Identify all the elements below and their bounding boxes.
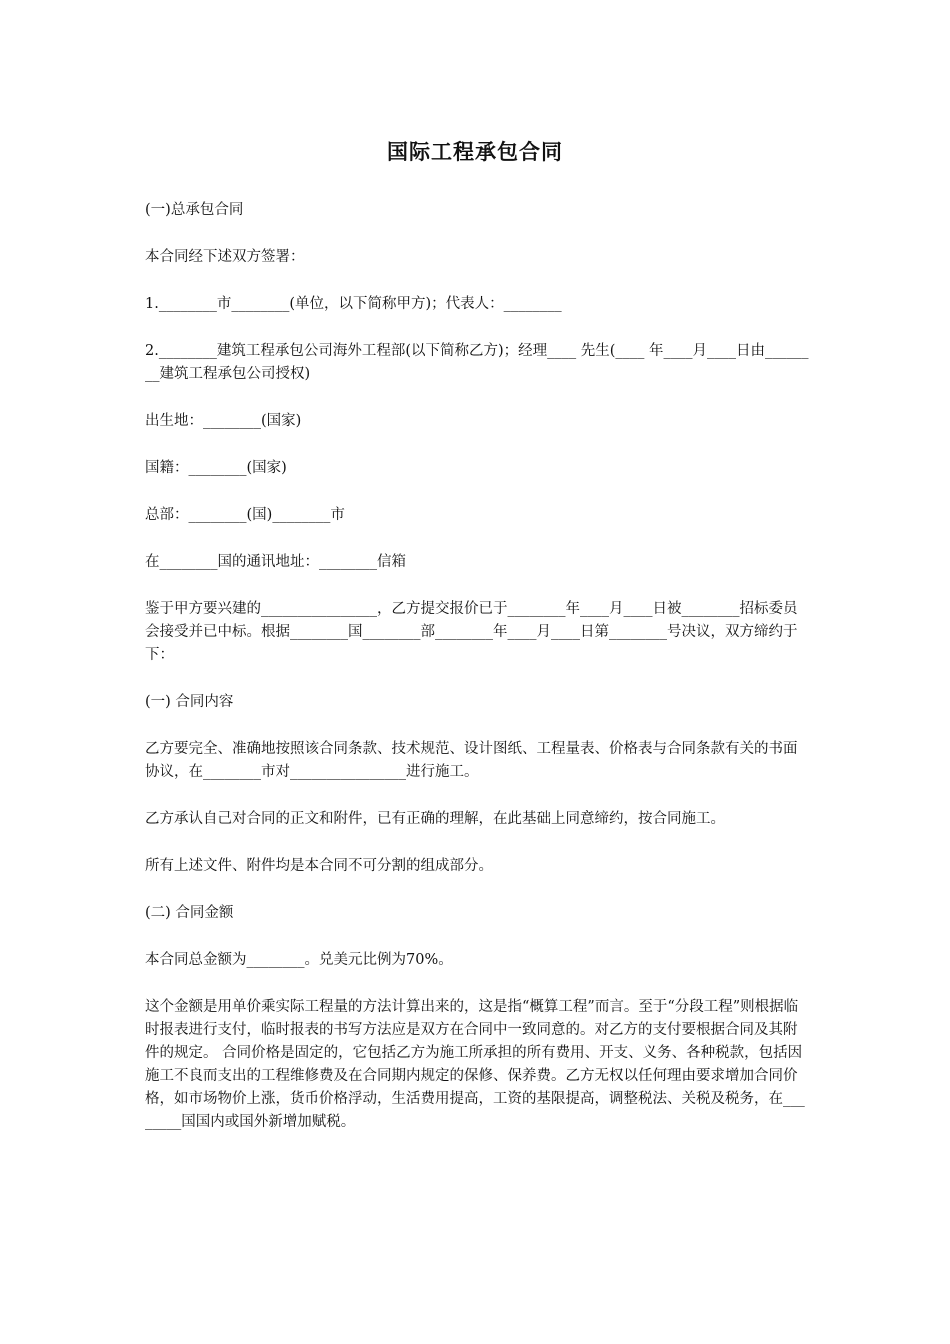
paragraph-amount-details: 这个金额是用单价乘实际工程量的方法计算出来的，这是指“概算工程”而言。至于“分段工程”则根据临时报表进行支付，临时报表的书写方法应是双方在合同中一致同意的。对乙方的支付要根据合同及其附件的规定。 合同价格是固定的，它包括乙方为施工所承担的所有费用、开支、义务、各种税款，包括因施工不良而支出的工程维修费及在合同期内规定的保修、保养费。乙方无权以任何理由要求增加合同价格，如市场物价上涨，货币价格浮动，生活费用提高，工资的基限提高，调整税法、关税及税务，在________国国内或国外新增加赋税。 [145,999,805,1130]
paragraph-content-obligation: 乙方要完全、准确地按照该合同条款、技术规范、设计图纸、工程量表、价格表与合同条款有关的书面协议，在________市对________________进行施工。 [145,741,798,780]
paragraph-amount-total: 本合同总金额为________。兑美元比例为70%。 [145,952,453,968]
section-heading-contract-content: (一) 合同内容 [145,694,234,710]
section-heading-contract-amount: (二) 合同金额 [145,905,234,921]
paragraph-party-b: 2.________建筑工程承包公司海外工程部(以下简称乙方)；经理____ 先生(____ 年____月____日由________建筑工程承包公司授权) [145,343,809,382]
paragraph-content-acknowledgement: 乙方承认自己对合同的正文和附件，已有正确的理解，在此基础上同意缔约，按合同施工。 [145,811,725,827]
paragraph-headquarters: 总部：________(国)________市 [145,507,345,523]
section-heading-general-contract: (一)总承包合同 [145,202,244,218]
paragraph-content-integral: 所有上述文件、附件均是本合同不可分割的组成部分。 [145,858,493,874]
paragraph-whereas: 鉴于甲方要兴建的________________，乙方提交报价已于________年____月____日被________招标委员会接受并已中标。根据________国________部________年____月____日第________号决议，双方缔约于下： [145,601,798,663]
paragraph-party-a: 1.________市________(单位，以下简称甲方)；代表人：________ [145,296,562,312]
document-title: 国际工程承包合同 [387,140,563,164]
document-body [145,199,810,1158]
paragraph-birthplace: 出生地：________(国家) [145,413,302,429]
paragraph-intro: 本合同经下述双方签署： [145,249,305,265]
paragraph-nationality: 国籍：________(国家) [145,460,287,476]
paragraph-address: 在________国的通讯地址：________信箱 [145,554,406,570]
